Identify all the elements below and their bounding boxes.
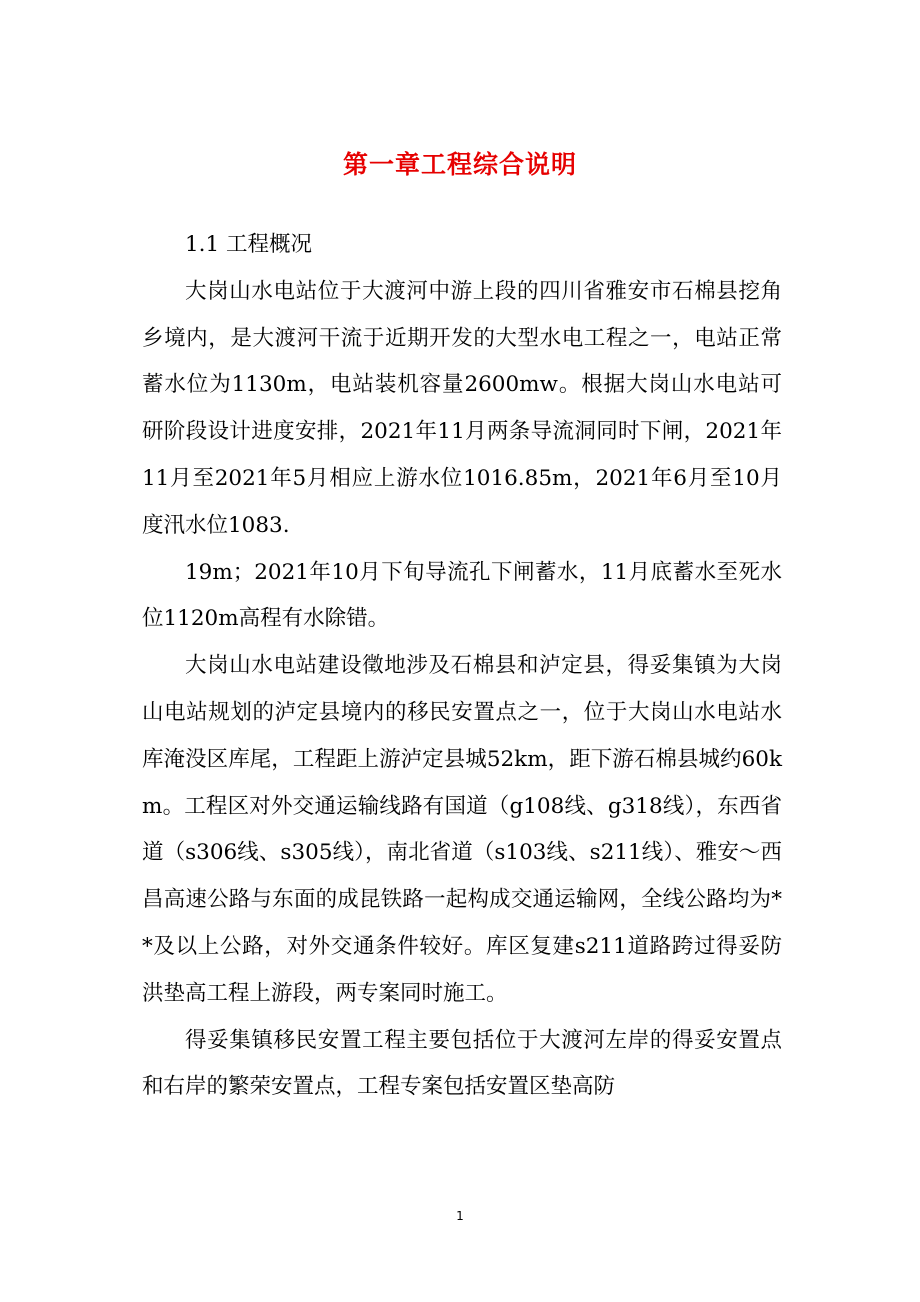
page-number: 1 [456, 1209, 464, 1223]
paragraph-overview: 大岗山水电站位于大渡河中游上段的四川省雅安市石棉县挖角乡境内，是大渡河干流于近期开发的大型水电工程之一，电站正常蓄水位为1130m，电站装机容量2600mw。根据大岗山水电站可研阶段设计进度安排，2021年11月两条导流洞同时下闸，2021年11月至2021年5月相应上游水位1016.85m，2021年6月至10月度汛水位1083. [142, 278, 782, 538]
section-heading: 1.1 工程概况 [185, 232, 313, 257]
document-body [142, 222, 782, 1111]
paragraph-water-level: 19m；2021年10月下旬导流孔下闸蓄水，11月底蓄水至死水位1120m高程有水除错。 [142, 559, 782, 632]
page-title: 第一章工程综合说明 [342, 150, 577, 179]
paragraph-location-traffic: 大岗山水电站建设徵地涉及石棉县和泸定县，得妥集镇为大岗山电站规划的泸定县境内的移民安置点之一，位于大岗山水电站水库淹没区库尾，工程距上游泸定县城52km，距下游石棉县城约60km。工程区对外交通运输线路有国道（g108线、g318线），东西省道（s306线、s305线），南北省道（s103线、s211线）、雅安～西昌高速公路与东面的成昆铁路一起构成交通运输网，全线公路均为**及以上公路，对外交通条件较好。库区复建s211道路跨过得妥防洪垫高工程上游段，两专案同时施工。 [142, 653, 782, 1006]
paragraph-project-scope: 得妥集镇移民安置工程主要包括位于大渡河左岸的得妥安置点和右岸的繁荣安置点，工程专案包括安置区垫高防 [142, 1027, 782, 1100]
